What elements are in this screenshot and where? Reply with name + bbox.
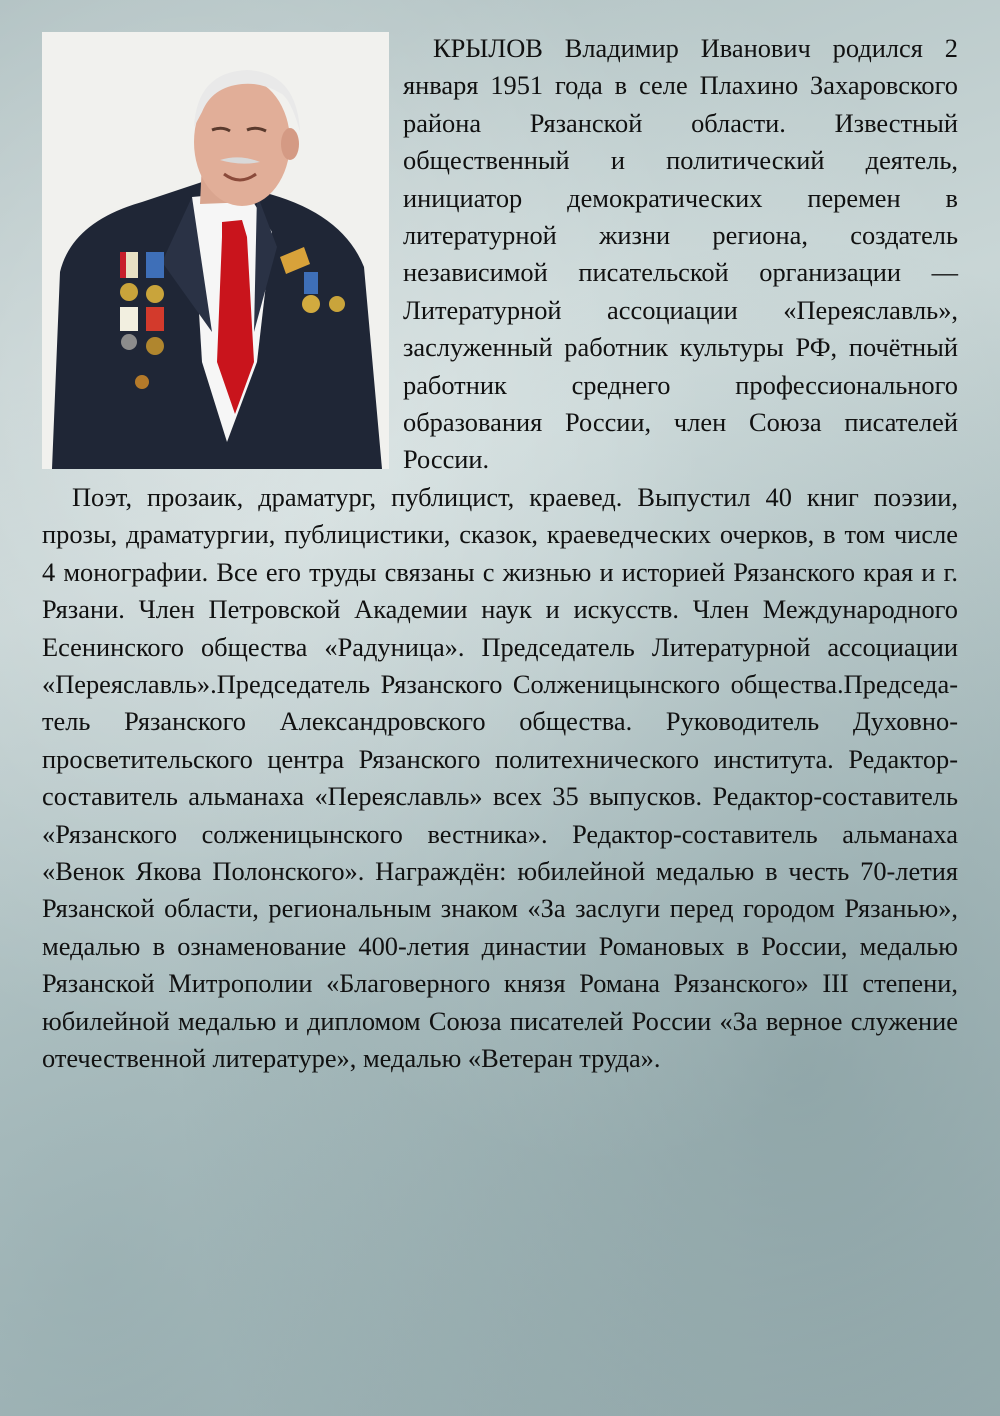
biography-paragraph-works: Поэт, прозаик, драматург, публицист, краевед. Выпустил 40 книг поэзии, прозы, драматургии, публицистики, сказок, краеведческих очерков, в том числе 4 монографии. Все его труды связаны с жизнью и историей Рязанского края и г. Рязани. Член Петровской Академии наук и искусств. Член Международного Есенинского общества «Радуница». Председатель Литературной ассоциации «Переяславль».Председатель Рязанского Солженицынского общества.Председатель Рязанского Александровского общества. Руководитель Духовно-просветительского центра Рязанского политехнического института. Редактор-составитель альманаха «Переяславль» всех 35 выпусков. Редактор-составитель «Рязанского солженицынского вестника». Редактор-составитель альманаха «Венок Якова Полонского». Награждён: юбилейной медалью в честь 70-летия Рязанской области, региональным знаком «За заслуги перед городом Рязанью», медалью в ознаменование 400-летия династии Романовых в России, медалью Рязанской Митрополии «Благоверного князя Романа Рязанского» III степени, юбилейной медалью и дипломом Союза писателей России «За верное служение отечественной литературе», медалью «Ветеран труда». xyxy=(42,481,958,1073)
author-portrait-photo xyxy=(42,32,389,469)
portrait-illustration xyxy=(42,32,389,469)
page-content xyxy=(42,30,958,1077)
biography-paragraph-intro: КРЫЛОВ Владимир Иванович родился 2 января 1951 года в селе Плахино Захаровского района Рязанской области. Известный общественный и политический деятель, инициатор демократических перемен в литературной жизни региона, создатель независимой писательской организации — Литературной ассоциации «Переяславль», заслуженный работник культуры РФ, почётный работник среднего профессионального образования России, член Союза писателей России. xyxy=(403,33,958,475)
